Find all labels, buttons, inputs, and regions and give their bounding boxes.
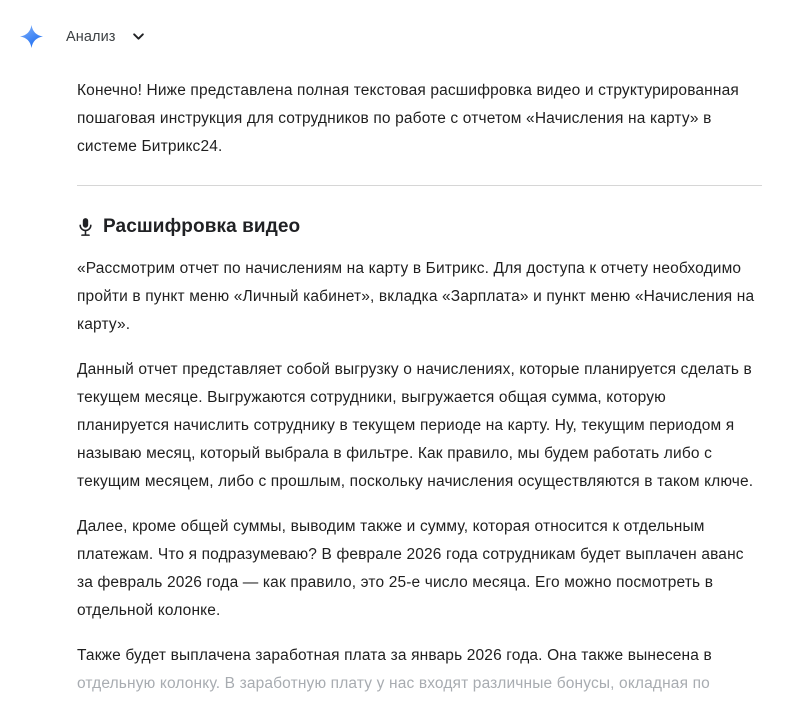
last-paragraph-visible-text: Также будет выплачена заработная плата за январь 2026 года. Она также вынесена в [77,647,712,664]
chevron-down-icon [116,29,146,44]
model-selector-label: Анализ [66,28,116,45]
sparkle-icon [20,25,43,48]
transcript-paragraph: «Рассмотрим отчет по начислениям на карту в Битрикс. Для доступа к отчету необходимо пройти в пункт меню «Личный кабинет», вкладка «Зарплата» и пункт меню «Начисления на карту». [77,260,755,333]
transcript-paragraph: Данный отчет представляет собой выгрузку о начислениях, которые планируется сделать в текущем месяце. Выгружаются сотрудники, выгружается общая сумма, которую планируется начислить сотруднику в текущем периоде на карту. Ну, текущим периодом я называю месяц, который выбрала в фильтре. Как правило, мы будем работать либо с текущим месяцем, либо с прошлым, поскольку начисления осуществляются в таком ключе. [77,361,754,490]
section-divider [77,185,762,186]
response-content [77,77,762,698]
transcript-paragraph: Далее, кроме общей суммы, выводим также и сумму, которая относится к отдельным платежам. Что я подразумеваю? В феврале 2026 года сотрудникам будет выплачен аванс за февраль 2026 года — как правило, это 25-е число месяца. Его можно посмотреть в отдельной колонке. [77,518,744,619]
intro-paragraph: Конечно! Ниже представлена полная текстовая расшифровка видео и структурированная пошаговая инструкция для сотрудников по работе с отчетом «Начисления на карту» в системе Битрикс24. [77,82,739,155]
section-title: Расшифровка видео [103,216,301,237]
model-selector[interactable] [0,0,146,48]
microphone-icon [77,217,103,237]
section-heading [77,216,762,238]
transcript-paragraph-last [77,642,762,698]
last-paragraph-faded-text: отдельную колонку. В заработную плату у нас входят различные бонусы, окладная по [77,675,710,692]
